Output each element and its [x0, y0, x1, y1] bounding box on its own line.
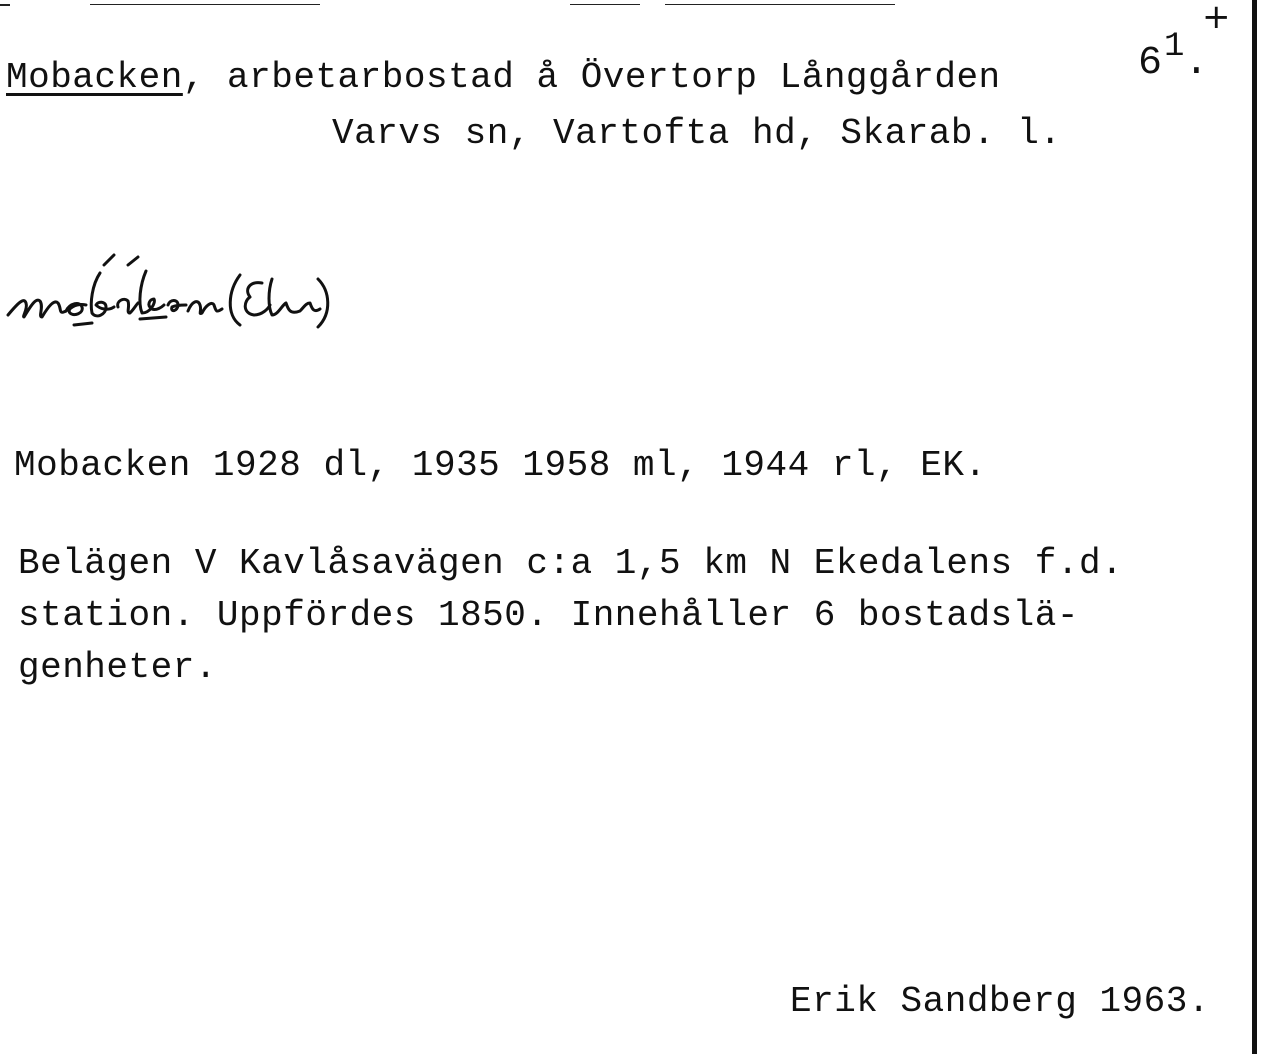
card-number-dot: . [1184, 41, 1209, 86]
card-right-border [1252, 0, 1257, 1054]
signature: Erik Sandberg 1963. [790, 981, 1210, 1022]
place-description: , arbetarbostad å Övertorp Långgården [182, 57, 1001, 98]
handwritten-pronunciation [0, 245, 660, 355]
header-line-1 [6, 58, 1001, 98]
plus-mark: + [1202, 0, 1231, 37]
card-number [1138, 28, 1209, 87]
body-line-2: station. Uppfördes 1850. Innehåller 6 bostadslä- [18, 595, 1079, 636]
card-number-main: 6 [1138, 41, 1163, 86]
body-line-3: genheter. [18, 647, 217, 688]
place-name: Mobacken [6, 57, 183, 98]
card-number-sup: 1 [1164, 28, 1185, 66]
top-edge-marks [0, 0, 900, 10]
location-line: Varvs sn, Vartofta hd, Skarab. l. [332, 113, 1062, 154]
body-line-1: Belägen V Kavlåsavägen c:a 1,5 km N Ekedalens f.d. [18, 543, 1124, 584]
sources-line: Mobacken 1928 dl, 1935 1958 ml, 1944 rl, EK. [14, 445, 987, 486]
